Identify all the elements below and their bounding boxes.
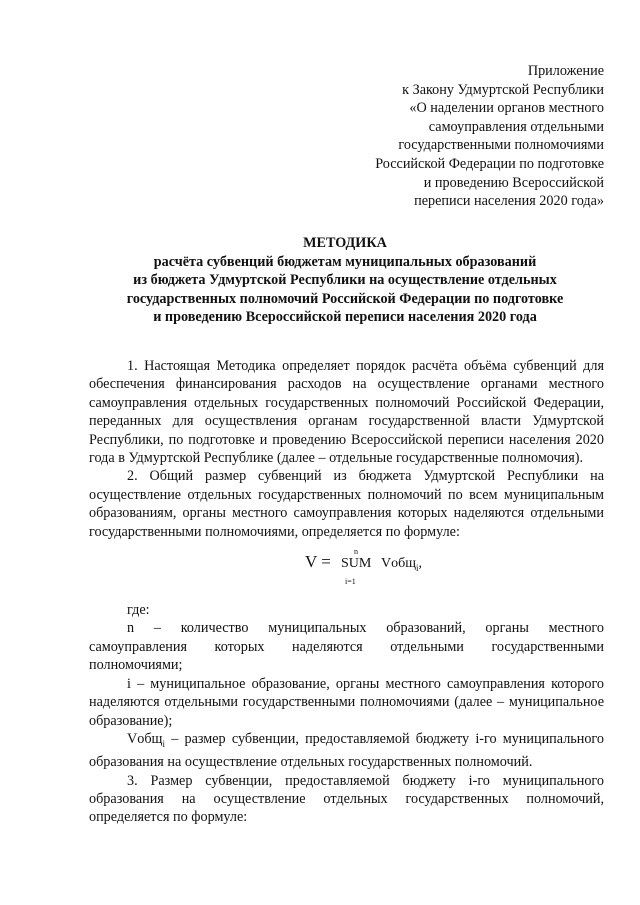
definition-i: i – муниципальное образование, органы местного самоуправления которого наделяются отдельными государственными полномочиями (далее – муниципальное образование); [89,675,604,729]
appendix-line: переписи населения 2020 года» [414,193,604,210]
definition-vobsh-sub: i [162,738,165,749]
formula-lhs: V = [305,552,331,572]
paragraph-2: 2. Общий размер субвенций из бюджета Удмуртской Республики на осуществление отдельных государственных полномочий по всем муниципальным образованиям, органы местного самоуправления которых наделяются отдельными государственными полномочиями, определяется по формуле: [89,468,604,540]
formula-tail: , [418,556,423,572]
formula-sum: SUM [341,556,372,572]
formula-rhs [381,555,422,577]
where-label: где: [127,602,150,619]
subtitle-line: государственных полномочий Российской Федерации по подготовке [126,290,564,307]
definition-vobsh-symbol: Vобщ [127,730,163,747]
definition-n: n – количество муниципальных образований, органы местного самоуправления которых наделяются отдельными государственными полномочиями; [89,620,604,674]
formula-upper-limit: n [354,547,358,557]
appendix-block [304,62,604,211]
definition-vobsh-text: – размер субвенции, предоставляемой бюджету i-го муниципального образования на осуществление отдельных государственных полномочий. [89,730,604,771]
formula-rhs-text: Vобщ [381,556,417,572]
formula-lower-limit: i=1 [345,577,356,587]
document-body [89,357,604,827]
appendix-line: «О наделении органов местного [409,100,604,117]
appendix-line: и проведению Всероссийской [423,174,604,191]
subtitle-line: расчёта субвенций бюджетам муниципальных образований [153,253,537,270]
appendix-line: Приложение [527,63,604,79]
definition-vobsh [89,730,604,772]
paragraph-1: 1. Настоящая Методика определяет порядок расчёта объёма субвенций для обеспечения финансирования расходов на осуществление органами местного самоуправления отдельных государственных полномочий Российской Федерации, переданных для осуществления органам государственной власти Удмуртской Республики, по подготовке и проведению Всероссийской переписи населения 2020 года в Удмуртской Республике (далее – отдельные государственные полномочия). [89,358,604,467]
subtitle-line: из бюджета Удмуртской Республики на осуществление отдельных [133,272,557,289]
document-title: МЕТОДИКА [303,235,387,251]
appendix-line: Российской Федерации по подготовке [375,155,604,172]
appendix-line: самоуправления отдельными [428,118,604,135]
paragraph-3: 3. Размер субвенции, предоставляемой бюджету i-го муниципального образования на осуществление отдельных государственных полномочий, определяется по формуле: [89,772,604,826]
subtitle-line: и проведению Всероссийской переписи населения 2020 года [153,309,537,326]
document-heading [90,234,600,327]
appendix-line: к Закону Удмуртской Республики [402,81,604,98]
formula-total [89,541,604,595]
formula-rhs-sub: i [416,562,419,573]
appendix-line: государственными полномочиями [398,137,604,154]
